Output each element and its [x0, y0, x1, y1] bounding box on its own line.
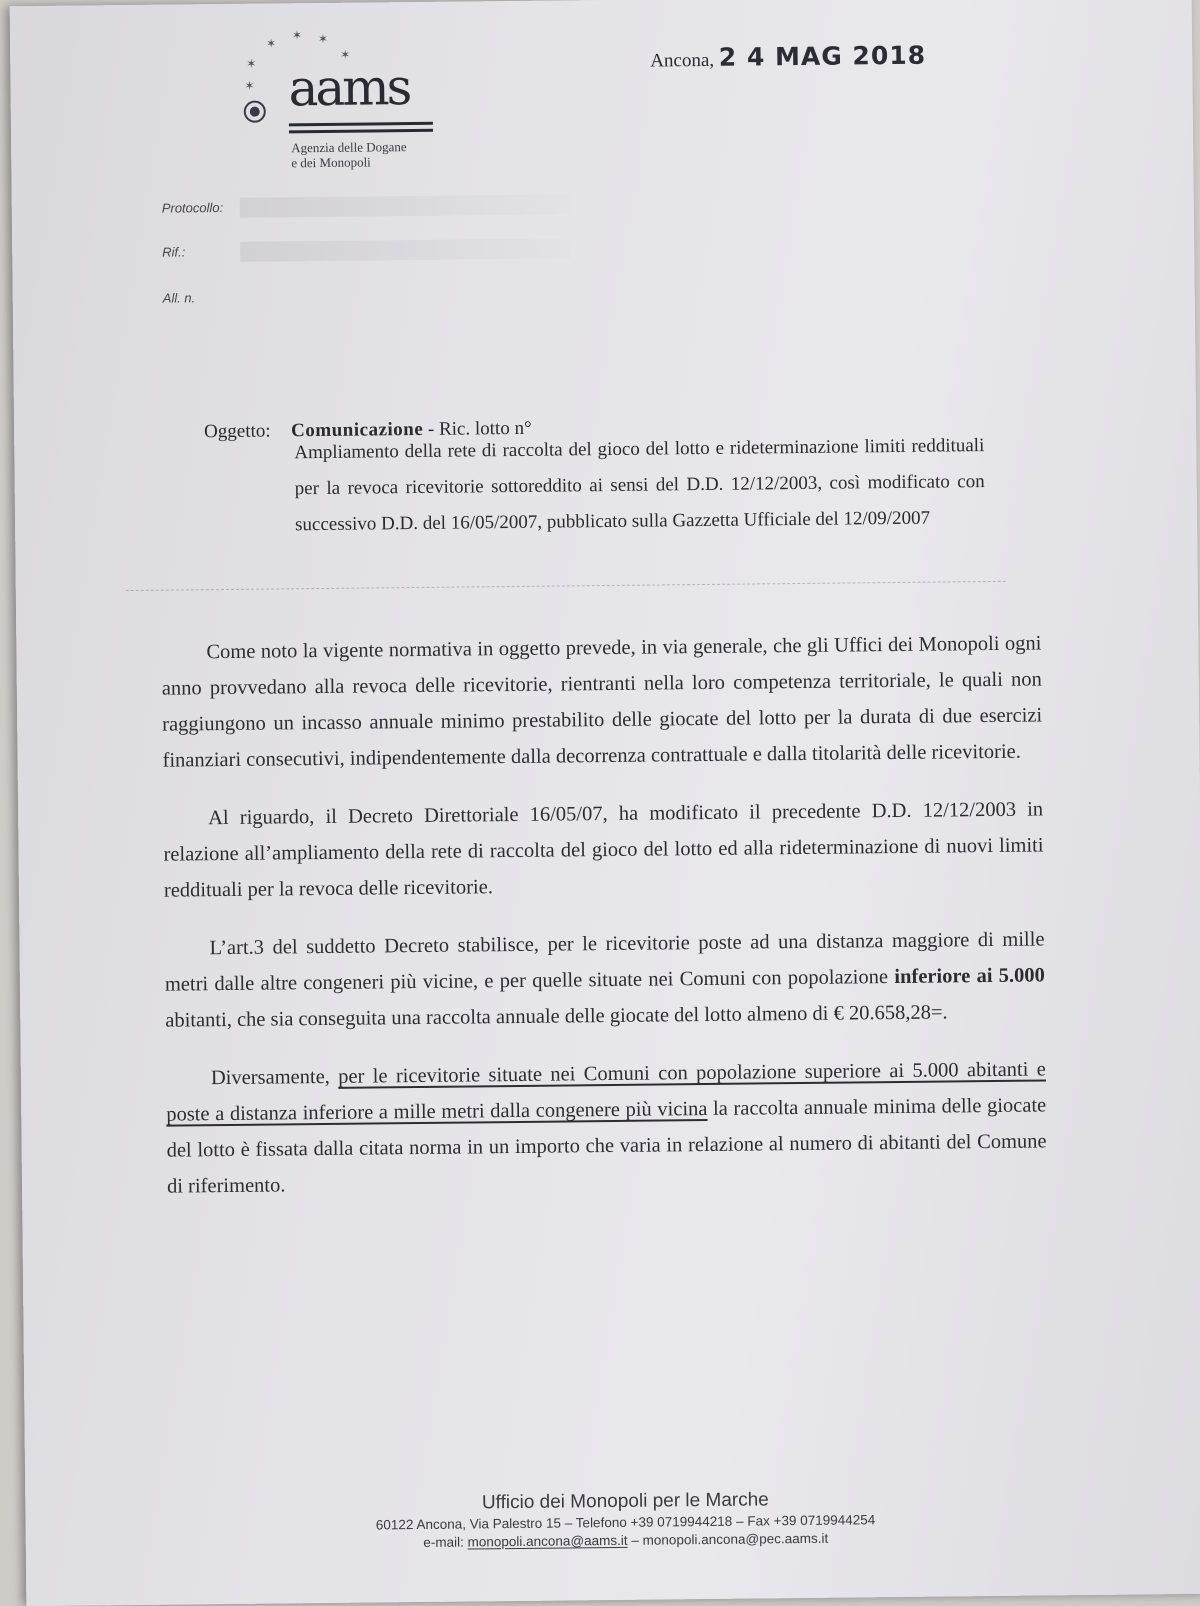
- subject-title-bold: Comunicazione: [291, 418, 424, 442]
- agency-name: [291, 139, 407, 170]
- paragraph-4-underlined: per le ricevitorie situate nei Comuni con popolazione superiore ai 5.000 abitanti e poste a distanza inferiore a mille metri dalla congenere più vicina: [166, 1058, 1046, 1126]
- attachments-label: All. n.: [162, 290, 196, 306]
- paragraph-3-text-end: abitanti, che sia conseguita una raccolta annuale delle giocate del lotto almeno di € 20.658,28=.: [165, 1001, 948, 1032]
- paragraph-3-text: L’art.3 del suddetto Decreto stabilisce, per le ricevitorie poste ad una distanza maggiore di mille metri dalle altre congeneri più vicine, e per quelle situate nei Comuni con popolazione: [164, 928, 1045, 996]
- footer: [255, 1486, 996, 1554]
- subject-block: [204, 406, 1024, 536]
- agency-line-2: e dei Monopoli: [291, 154, 371, 171]
- office-address: 60122 Ancona, Via Palestro 15 – Telefono +39 0719944218 – Fax +39 0719944254: [375, 1512, 876, 1533]
- svg-text:✶: ✶: [340, 47, 351, 62]
- paragraph-1: Come noto la vigente normativa in oggetto prevede, in via generale, che gli Uffici dei Monopoli ogni anno provvedano alla revoca delle ricevitorie, rientranti nella loro competenza territoriale, le quali non raggiungono un incasso annuale minimo prestabilito delle giocate del lotto per la durata di due esercizi finanziari consecutivi, indipendentemente dalla decorrenza contrattuale e dalla titolarità delle ricevitorie.: [161, 632, 1043, 772]
- aams-logo: [230, 23, 472, 176]
- paragraph-4-text-end: la raccolta annuale minima delle giocate del lotto è fissata dalla citata norma in un importo che varia in relazione al numero di abitanti del Comune di riferimento.: [166, 1094, 1047, 1198]
- office-name: Ufficio dei Monopoli per le Marche: [481, 1489, 769, 1514]
- email-link-1[interactable]: monopoli.ancona@aams.it: [467, 1532, 628, 1550]
- reference-label: Rif.:: [162, 244, 186, 260]
- protocol-label: Protocollo:: [161, 200, 224, 216]
- redacted-area: [240, 194, 570, 217]
- svg-text:✶: ✶: [244, 78, 255, 93]
- svg-text:✶: ✶: [317, 31, 329, 47]
- paragraph-3: [164, 921, 1045, 1038]
- svg-text:✶: ✶: [246, 56, 257, 71]
- date-line: [650, 41, 926, 73]
- place-label: Ancona,: [650, 49, 715, 72]
- letter-page: [10, 0, 1200, 1606]
- subject-title-rest: - Ric. lotto n°: [423, 417, 532, 440]
- svg-text:✶: ✶: [265, 36, 277, 51]
- email-link-2[interactable]: monopoli.ancona@pec.aams.it: [642, 1530, 829, 1548]
- republic-emblem-icon: [243, 100, 267, 124]
- logo-rules: [289, 122, 433, 138]
- paragraph-4: [166, 1051, 1047, 1204]
- subject-description: Ampliamento della rete di raccolta del gioco del lotto e rideterminazione limiti reddituali per la revoca ricevitorie sottoreddito ai sensi del D.D. 12/12/2003, così modificato con successivo D.D. del 16/05/2007, pubblicato sulla Gazzetta Ufficiale del 12/09/2007: [294, 435, 985, 536]
- paragraph-3-bold: inferiore ai 5.000: [894, 964, 1045, 989]
- attachments-field: [163, 290, 196, 305]
- logo-wordmark: aams: [288, 58, 410, 118]
- protocol-field: [162, 200, 224, 216]
- email-label: e-mail:: [423, 1534, 468, 1550]
- paragraph-2: Al riguardo, il Decreto Direttoriale 16/05/07, ha modificato il precedente D.D. 12/12/2003 in relazione all’ampliamento della rete di raccolta del gioco del lotto ed alla rideterminazione di nuovi limiti reddituali per la revoca delle ricevitorie.: [163, 798, 1044, 902]
- subject-label: Oggetto:: [204, 420, 271, 443]
- subject-divider: [126, 581, 1006, 591]
- paragraph-4-text: Diversamente,: [210, 1065, 339, 1090]
- svg-text:✶: ✶: [291, 28, 303, 43]
- agency-line-1: Agenzia delle Dogane: [291, 139, 407, 156]
- letter-body: [161, 625, 1047, 1226]
- date-stamp: 2 4 MAG 2018: [718, 40, 927, 72]
- redacted-area: [240, 238, 570, 261]
- email-separator: –: [627, 1532, 643, 1548]
- reference-field: [162, 244, 185, 259]
